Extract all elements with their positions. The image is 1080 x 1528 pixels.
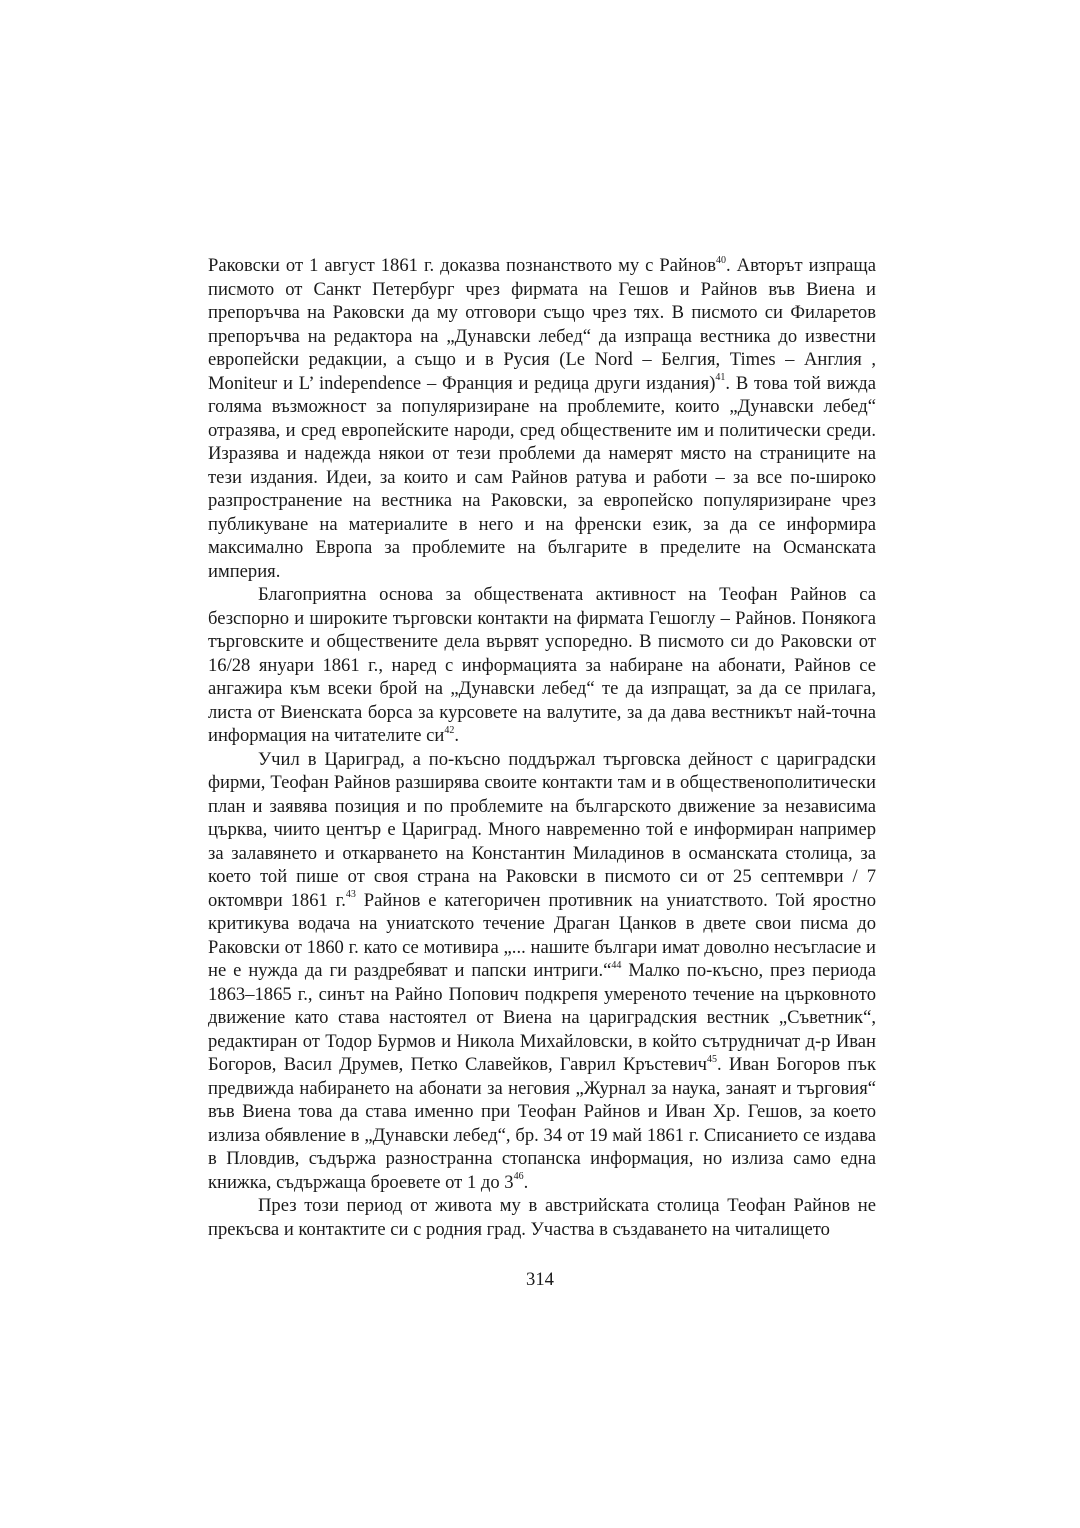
paragraph-text: Учил в Цариград, а по-късно поддържал търговска дейност с цариградски фирми, Теофан Райнов разширява своите контакти там и в общественополитически план и заявява позиция и по проблемите на българското движение за независима църква, чиито център е Цариград. Много навременно той е информиран например за залавянето и откарването на Константин Миладинов в османската столица, за което той пише от своя страна на Раковски в писмото си от 25 септември / 7 октомври 1861 г.: [208, 748, 876, 911]
page-number: 314: [526, 1269, 554, 1290]
paragraph: [208, 254, 876, 583]
footnote-reference: 46: [513, 1171, 524, 1183]
body-text: [208, 254, 876, 1241]
paragraph: [208, 748, 876, 1195]
paragraph-text: .: [454, 725, 460, 746]
paragraph-text: Раковски от 1 август 1861 г. доказва познанството му с Райнов: [208, 255, 716, 276]
paragraph-text: . Иван Богоров пък предвижда набирането на абонати за неговия „Журнал за наука, занаят и търговия“ във Виена това да става именно при Теофан Райнов и Иван Хр. Гешов, за което излиза обявление в „Дунавски лебед“, бр. 34 от 19 май 1861 г. Списанието се издава в Пловдив, съдържа разностранна стопанска информация, но излиза само една книжка, съдържаща броевете от 1 до 3: [208, 1054, 876, 1193]
paragraph-text: Малко по-късно, през периода 1863–1865 г., синът на Райно Попович подкрепя умереното течение на църковното движение като става настоятел от Виена на цариградския вестник „Съветник“, редактиран от Тодор Бурмов и Никола Михайловски, в който сътрудничат д-р Иван Богоров, Васил Друмев, Петко Славейков, Гаврил Кръстевич: [208, 960, 876, 1075]
footnote-reference: 41: [715, 372, 726, 384]
paragraph-text: Благоприятна основа за обществената активност на Теофан Райнов са безспорно и широките търговски контакти на фирмата Гешоглу – Райнов. Понякога търговските и обществените дела вървят успоредно. В писмото си до Раковски от 16/28 януари 1861 г., наред с информацията за набиране на абонати, Райнов се ангажира към всеки брой на „Дунавски лебед“ те да изпращат, за да се прилага, листа от Виенската борса за курсовете на валутите, за да дава вестникът най-точна информация на читателите си: [208, 584, 876, 746]
paragraph-text: .: [523, 1171, 529, 1193]
footnote-reference: 45: [707, 1053, 718, 1065]
paragraph-text: Райнов е категоричен противник на униатството. Той яростно критикува водача на униатското течение Драган Цанков в двете свои писма до Раковски от 1860 г. като се мотивира „... нашите българи имат доволно несъгласие и не е нужда да ги раздребяват и папски интриги.“: [208, 889, 877, 981]
footnote-reference: 44: [611, 959, 622, 971]
footnote-reference: 43: [345, 889, 356, 901]
footnote-reference: 40: [715, 254, 726, 266]
paragraph-text: . Авторът изпраща писмото от Санкт Петербург чрез фирмата на Гешов и Райнов във Виена и препоръчва на Раковски да му отговори също чрез тях. В писмото си Филаретов препоръчва на редактора на „Дунавски лебед“ да изпраща вестника до известни европейски редакции, а също и в Русия (Le Nord – Белгия, Times – Англия , Moniteur и L’ independence – Франция и редица други издания): [208, 255, 876, 394]
footnote-reference: 42: [444, 724, 455, 736]
paragraph: [208, 583, 876, 748]
paragraph-text: . В това той вижда голяма възможност за популяризиране на проблемите, които „Дунавски лебед“ отразява, и сред европейските народи, сред обществените им и политически среди. Изразява и надежда някои от тези проблеми да намерят място на страниците на тези издания. Идеи, за които и сам Райнов ратува и работи – за все по-широко разпространение на вестника на Раковски, за европейско популяризиране чрез публикуване на материалите в него и на френски език, за да се информира максимално Европа за проблемите на българите в пределите на Османската империя.: [208, 372, 876, 582]
paragraph: [208, 1194, 876, 1241]
paragraph-text: През този период от живота му в австрийската столица Теофан Райнов не прекъсва и контактите си с родния град. Участва в създаването на читалището: [208, 1195, 876, 1240]
